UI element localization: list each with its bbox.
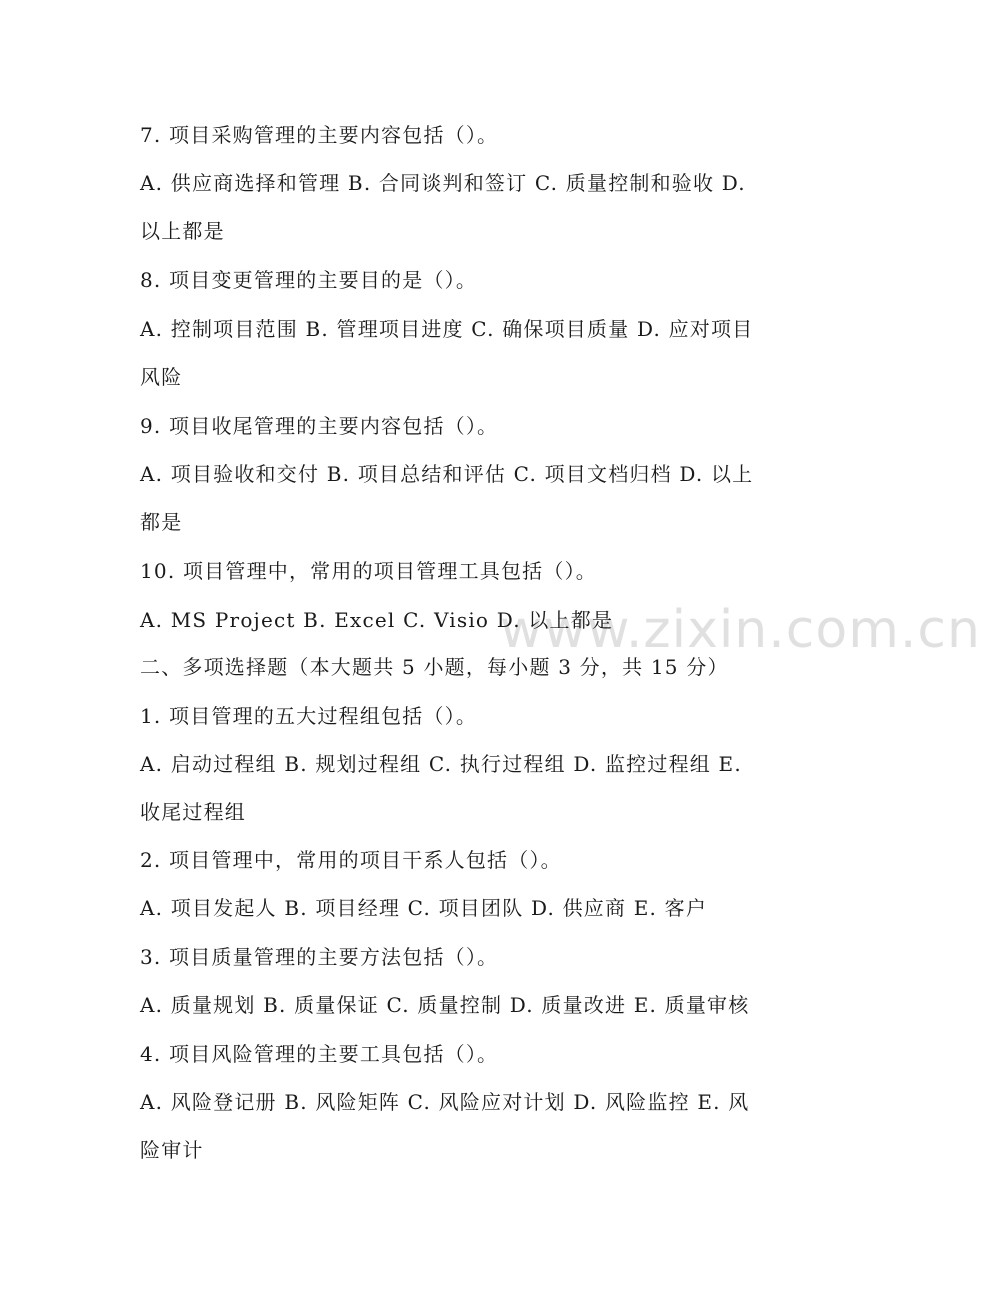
question-8-options: A. 控制项目范围 B. 管理项目进度 C. 确保项目质量 D. 应对项目	[140, 317, 754, 341]
question-10: 10. 项目管理中，常用的项目管理工具包括（）。	[140, 559, 597, 583]
mc-question-4-options: A. 风险登记册 B. 风险矩阵 C. 风险应对计划 D. 风险监控 E. 风	[140, 1090, 750, 1114]
question-10-options: A. MS Project B. Excel C. Visio D. 以上都是	[140, 608, 614, 632]
mc-question-1-options-cont: 收尾过程组	[140, 800, 246, 824]
question-8: 8. 项目变更管理的主要目的是（）。	[140, 268, 478, 292]
mc-question-2-options: A. 项目发起人 B. 项目经理 C. 项目团队 D. 供应商 E. 客户	[140, 896, 708, 920]
mc-question-1-options: A. 启动过程组 B. 规划过程组 C. 执行过程组 D. 监控过程组 E.	[140, 752, 742, 776]
mc-question-1: 1. 项目管理的五大过程组包括（）。	[140, 704, 478, 728]
mc-question-4: 4. 项目风险管理的主要工具包括（）。	[140, 1042, 499, 1066]
section-heading-multiple-choice: 二、多项选择题（本大题共 5 小题，每小题 3 分，共 15 分）	[140, 655, 729, 679]
mc-question-2: 2. 项目管理中，常用的项目干系人包括（）。	[140, 848, 562, 872]
mc-question-4-options-cont: 险审计	[140, 1138, 204, 1162]
mc-question-3-options: A. 质量规划 B. 质量保证 C. 质量控制 D. 质量改进 E. 质量审核	[140, 993, 750, 1017]
question-9-options: A. 项目验收和交付 B. 项目总结和评估 C. 项目文档归档 D. 以上	[140, 462, 754, 486]
watermark: www.zixin.com.cn	[500, 600, 981, 660]
mc-question-3: 3. 项目质量管理的主要方法包括（）。	[140, 945, 499, 969]
question-7: 7. 项目采购管理的主要内容包括（）。	[140, 123, 499, 147]
question-7-options-cont: 以上都是	[140, 219, 225, 243]
question-7-options: A. 供应商选择和管理 B. 合同谈判和签订 C. 质量控制和验收 D.	[140, 171, 746, 195]
question-9-options-cont: 都是	[140, 510, 183, 534]
question-9: 9. 项目收尾管理的主要内容包括（）。	[140, 414, 499, 438]
question-8-options-cont: 风险	[140, 365, 183, 389]
